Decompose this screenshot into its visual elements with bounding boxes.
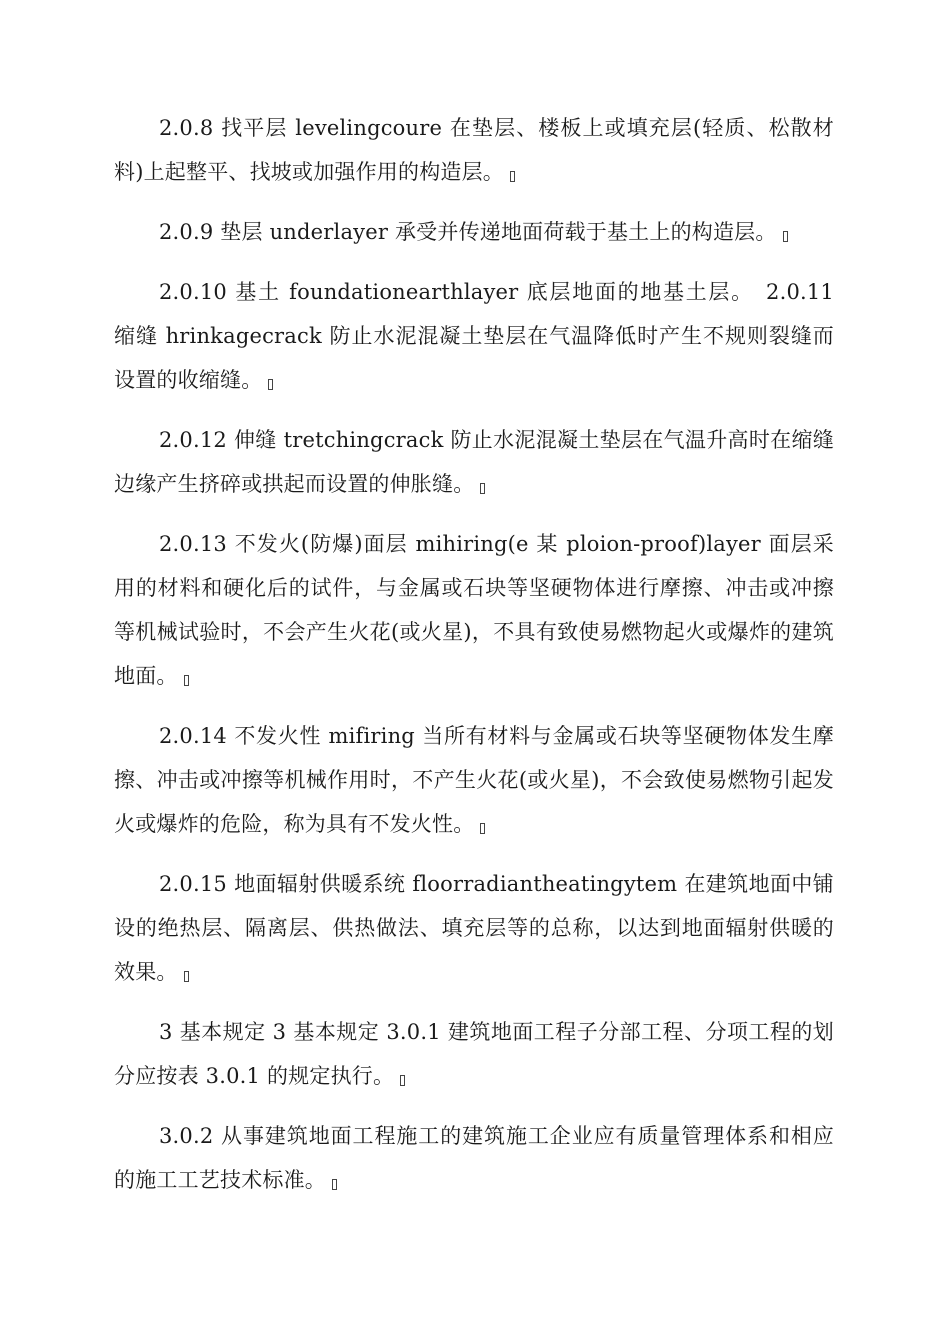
paragraph-2-0-13 xyxy=(114,522,834,698)
paragraph-mark-icon xyxy=(268,379,273,390)
paragraph-2-0-12 xyxy=(114,418,834,506)
paragraph-text: 2.0.12 伸缝 tretchingcrack 防止水泥混凝土垫层在气温升高时在缩缝边缘产生挤碎或拱起而设置的伸胀缝。 xyxy=(114,428,834,496)
paragraph-mark-icon xyxy=(184,675,189,686)
paragraph-2-0-9 xyxy=(114,210,834,254)
document-body xyxy=(114,106,834,1218)
paragraph-3-0-2 xyxy=(114,1114,834,1202)
paragraph-2-0-10 xyxy=(114,270,834,402)
paragraph-text: 2.0.14 不发火性 mifiring 当所有材料与金属或石块等坚硬物体发生摩擦、冲击或冲擦等机械作用时，不产生火花(或火星)，不会致使易燃物引起发火或爆炸的危险，称为具有不发火性。 xyxy=(114,724,834,836)
paragraph-text: 2.0.8 找平层 levelingcoure 在垫层、楼板上或填充层(轻质、松散材料)上起整平、找坡或加强作用的构造层。 xyxy=(114,116,834,184)
paragraph-mark-icon xyxy=(332,1179,337,1190)
paragraph-3-0-1 xyxy=(114,1010,834,1098)
paragraph-mark-icon xyxy=(510,171,515,182)
paragraph-mark-icon xyxy=(184,971,189,982)
paragraph-text: 2.0.10 基土 foundationearthlayer 底层地面的地基土层。 2.0.11 缩缝 hrinkagecrack 防止水泥混凝土垫层在气温降低时产生不规则裂缝而设置的收缩缝。 xyxy=(114,280,834,392)
paragraph-text: 3 基本规定 3 基本规定 3.0.1 建筑地面工程子分部工程、分项工程的划分应按表 3.0.1 的规定执行。 xyxy=(114,1020,834,1088)
paragraph-text: 3.0.2 从事建筑地面工程施工的建筑施工企业应有质量管理体系和相应的施工工艺技术标准。 xyxy=(114,1124,834,1192)
paragraph-mark-icon xyxy=(400,1075,405,1086)
paragraph-mark-icon xyxy=(480,483,485,494)
paragraph-2-0-8 xyxy=(114,106,834,194)
paragraph-text: 2.0.13 不发火(防爆)面层 mihiring(e 某 ploion-proof)layer 面层采用的材料和硬化后的试件，与金属或石块等坚硬物体进行摩擦、冲击或冲擦等机械试验时，不会产生火花(或火星)，不具有致使易燃物起火或爆炸的建筑地面。 xyxy=(114,532,834,688)
paragraph-text: 2.0.15 地面辐射供暖系统 floorradiantheatingytem 在建筑地面中铺设的绝热层、隔离层、供热做法、填充层等的总称，以达到地面辐射供暖的效果。 xyxy=(114,872,834,984)
paragraph-2-0-15 xyxy=(114,862,834,994)
paragraph-mark-icon xyxy=(480,823,485,834)
paragraph-mark-icon xyxy=(783,231,788,242)
paragraph-text: 2.0.9 垫层 underlayer 承受并传递地面荷载于基土上的构造层。 xyxy=(159,220,777,244)
paragraph-2-0-14 xyxy=(114,714,834,846)
